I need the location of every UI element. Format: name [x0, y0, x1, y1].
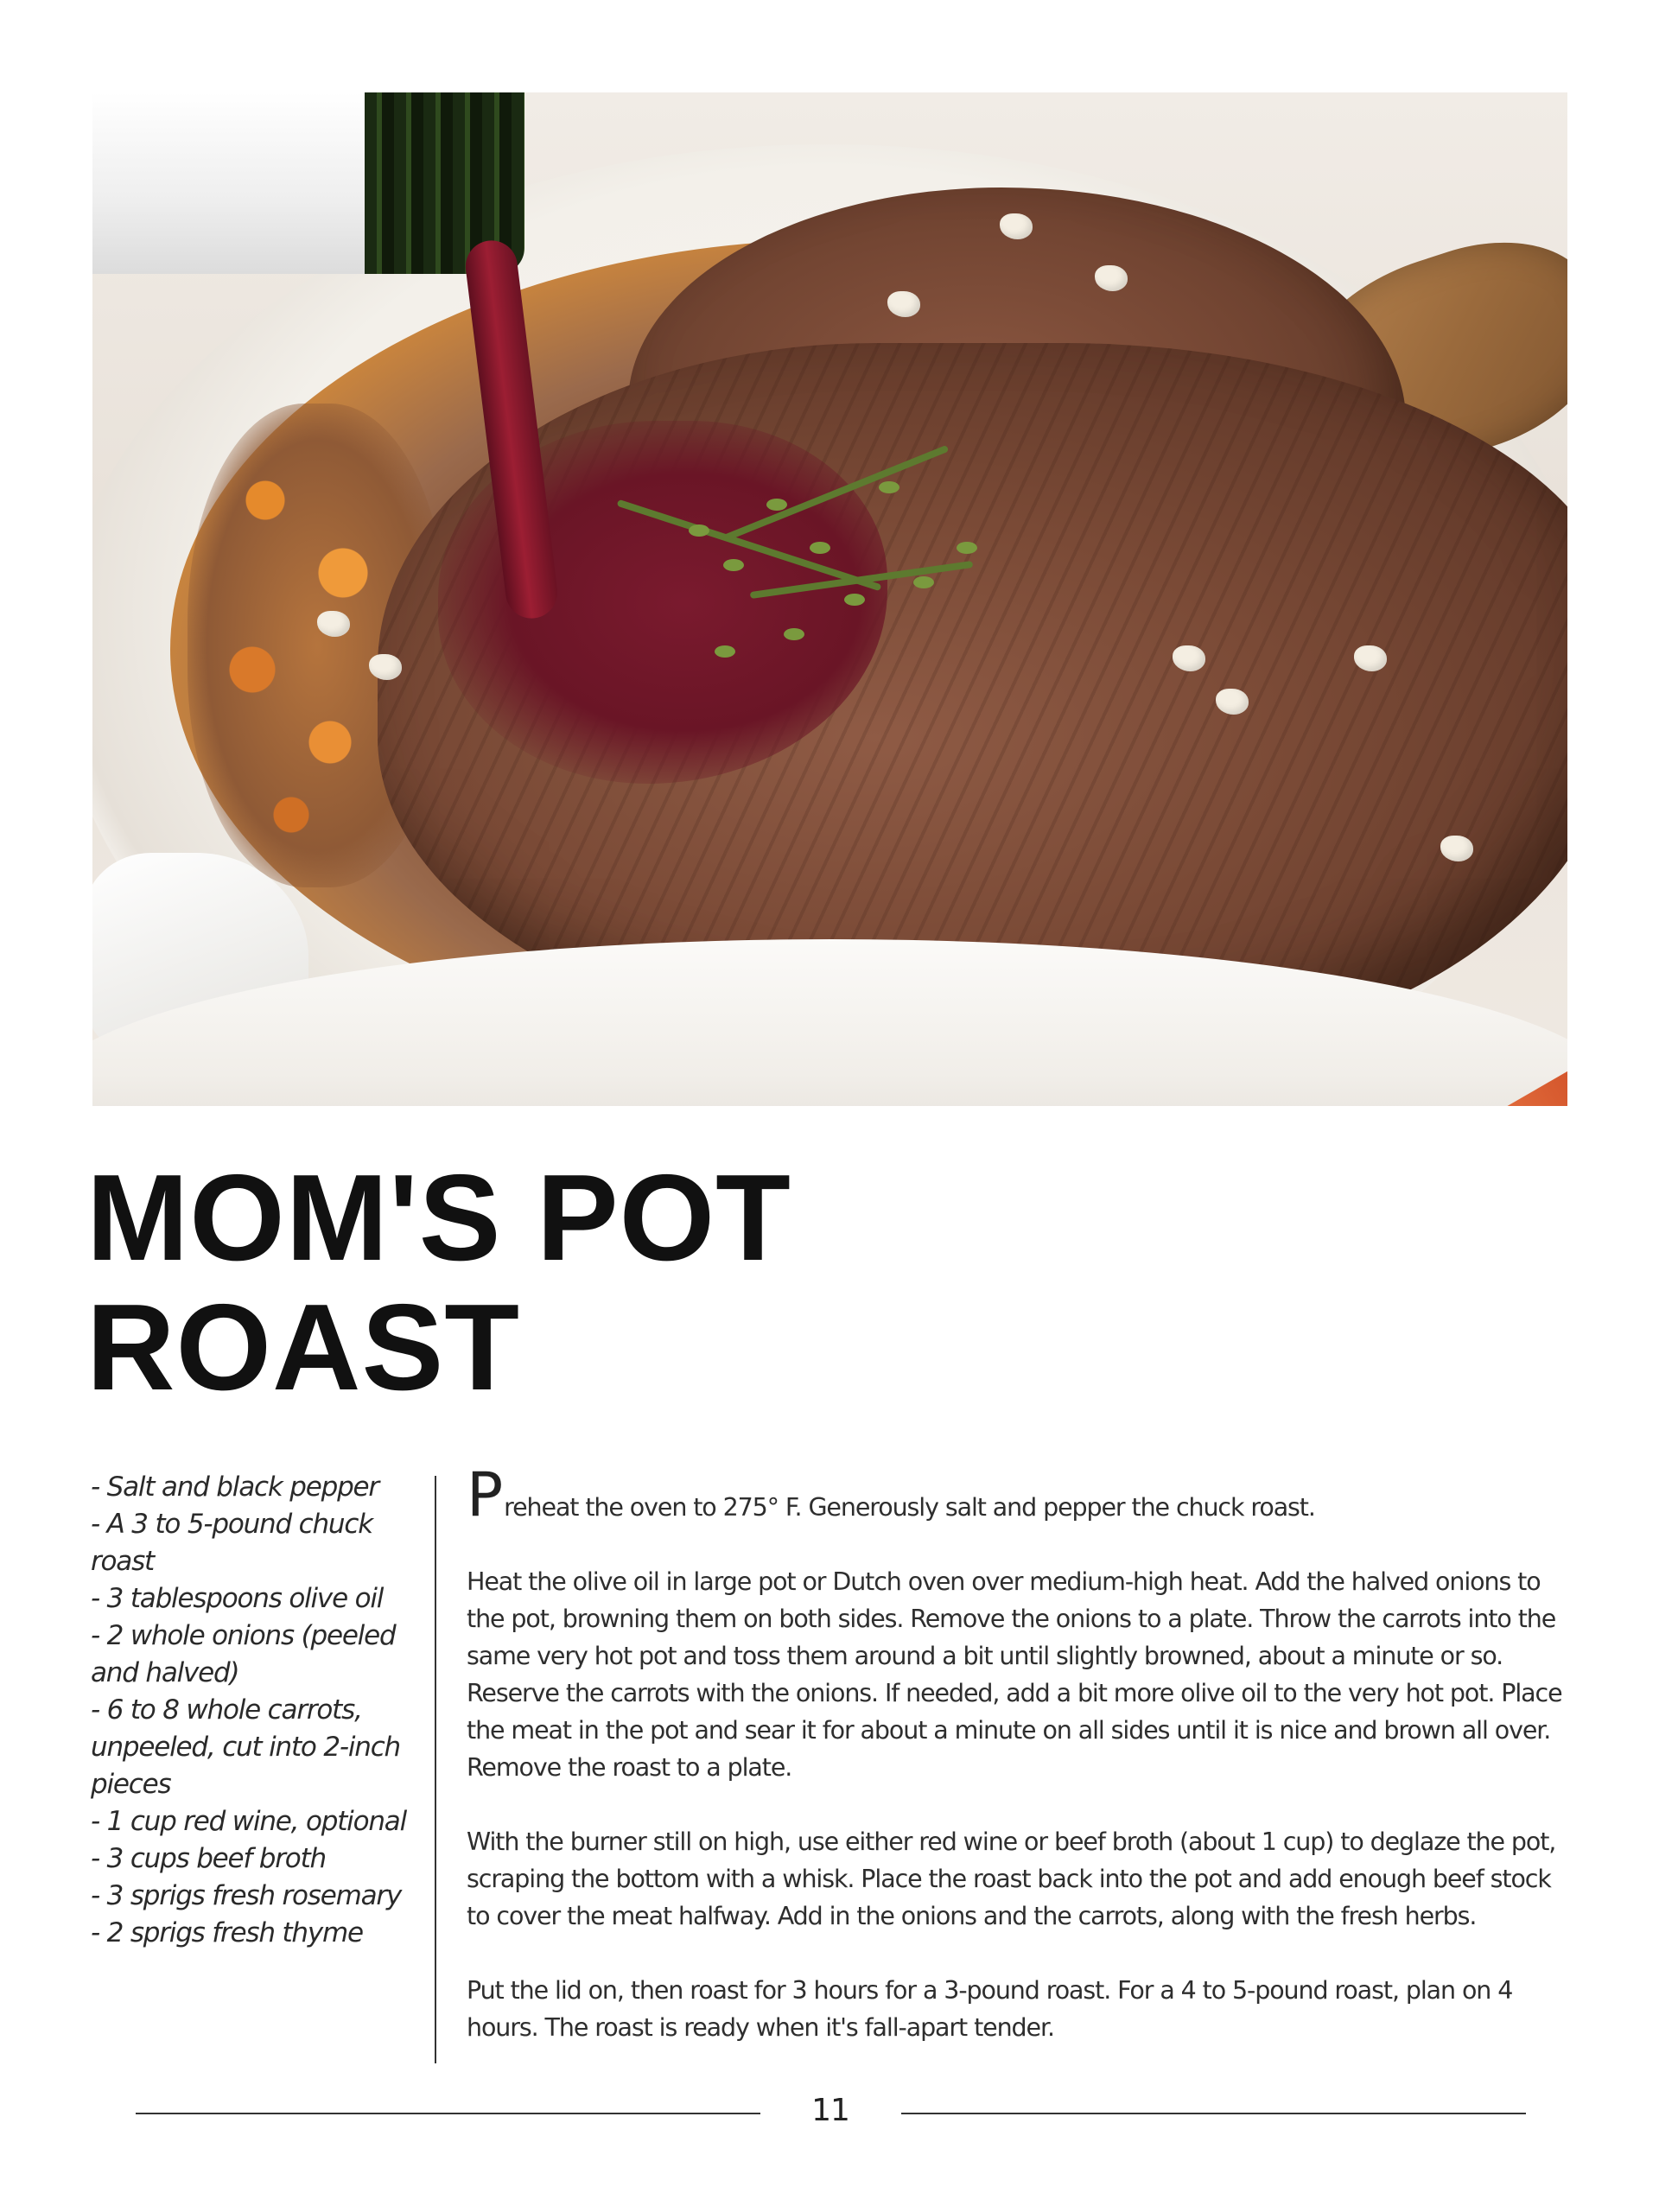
- direction-paragraph-4: Put the lid on, then roast for 3 hours for a 3-pound roast. For a 4 to 5-pound roast, plan on 4 hours. The roast is ready when it's fall-apart tender.: [467, 1976, 1513, 2042]
- direction-paragraph-3: With the burner still on high, use either red wine or beef broth (about 1 cup) to deglaze the pot, scraping the bottom with a whisk. Place the roast back into the pot and add enough beef stock to cover the meat halfway. Add in the onions and the carrots, along with the fresh herbs.: [467, 1827, 1556, 1930]
- recipe-title-line-1: MOM'S POT: [86, 1149, 791, 1287]
- ingredient-item: - 2 sprigs fresh thyme: [91, 1917, 363, 1948]
- onion-piece: [1173, 645, 1205, 671]
- recipe-title: [86, 1149, 1210, 1416]
- page-number: 11: [811, 2093, 849, 2128]
- ingredients-list: [91, 1469, 410, 1952]
- thyme-leaf: [723, 559, 744, 571]
- ingredient-item: - A 3 to 5-pound chuck roast: [91, 1509, 372, 1577]
- ingredient-item: - 3 tablespoons olive oil: [91, 1583, 384, 1614]
- footer-rule-left: [136, 2113, 760, 2114]
- onion-piece: [317, 611, 350, 637]
- ingredient-item: - Salt and black pepper: [91, 1471, 378, 1503]
- thyme-leaf: [766, 499, 787, 511]
- thyme-leaf: [810, 542, 830, 554]
- direction-paragraph-1: [467, 1459, 1573, 1530]
- onion-piece: [1354, 645, 1387, 671]
- ingredient-item: - 1 cup red wine, optional: [91, 1806, 407, 1837]
- onion-piece: [887, 291, 920, 317]
- hero-photo-pot-roast: [92, 92, 1567, 1106]
- recipe-title-line-2: ROAST: [86, 1279, 520, 1416]
- direction-paragraph-1-text: reheat the oven to 275° F. Generously salt and pepper the chuck roast.: [504, 1493, 1315, 1522]
- onion-piece: [1000, 213, 1033, 239]
- onion-piece: [369, 654, 402, 680]
- onion-piece: [1095, 265, 1128, 291]
- direction-paragraph-2: Heat the olive oil in large pot or Dutch oven over medium-high heat. Add the halved onions to the pot, browning them on both sides. Remove the onions to a plate. Throw the carrots into the same very hot pot and toss them around a bit until slightly browned, about a minute or so. Reserve the carrots with the onions. If needed, add a bit more olive oil to the very hot pot. Place the meat in the pot and sear it for about a minute on all sides until it is nice and brown all over. Remove the roast to a plate.: [467, 1567, 1562, 1782]
- thyme-leaf: [715, 645, 735, 658]
- ingredient-item: - 2 whole onions (peeled and halved): [91, 1620, 396, 1688]
- onion-piece: [1440, 836, 1473, 861]
- thyme-leaf: [957, 542, 977, 554]
- column-divider: [435, 1476, 436, 2063]
- drop-cap: P: [467, 1459, 503, 1530]
- thyme-leaf: [689, 524, 709, 537]
- ingredient-item: - 3 cups beef broth: [91, 1843, 326, 1874]
- thyme-leaf: [844, 594, 865, 606]
- thyme-leaf: [784, 628, 804, 640]
- ingredient-item: - 6 to 8 whole carrots, unpeeled, cut into 2-inch pieces: [91, 1694, 400, 1800]
- footer-rule-right: [901, 2113, 1526, 2114]
- ingredient-item: - 3 sprigs fresh rosemary: [91, 1880, 402, 1911]
- thyme-leaf: [879, 481, 899, 493]
- onion-piece: [1216, 689, 1249, 715]
- thyme-leaf: [913, 576, 934, 588]
- directions: [467, 1459, 1573, 2083]
